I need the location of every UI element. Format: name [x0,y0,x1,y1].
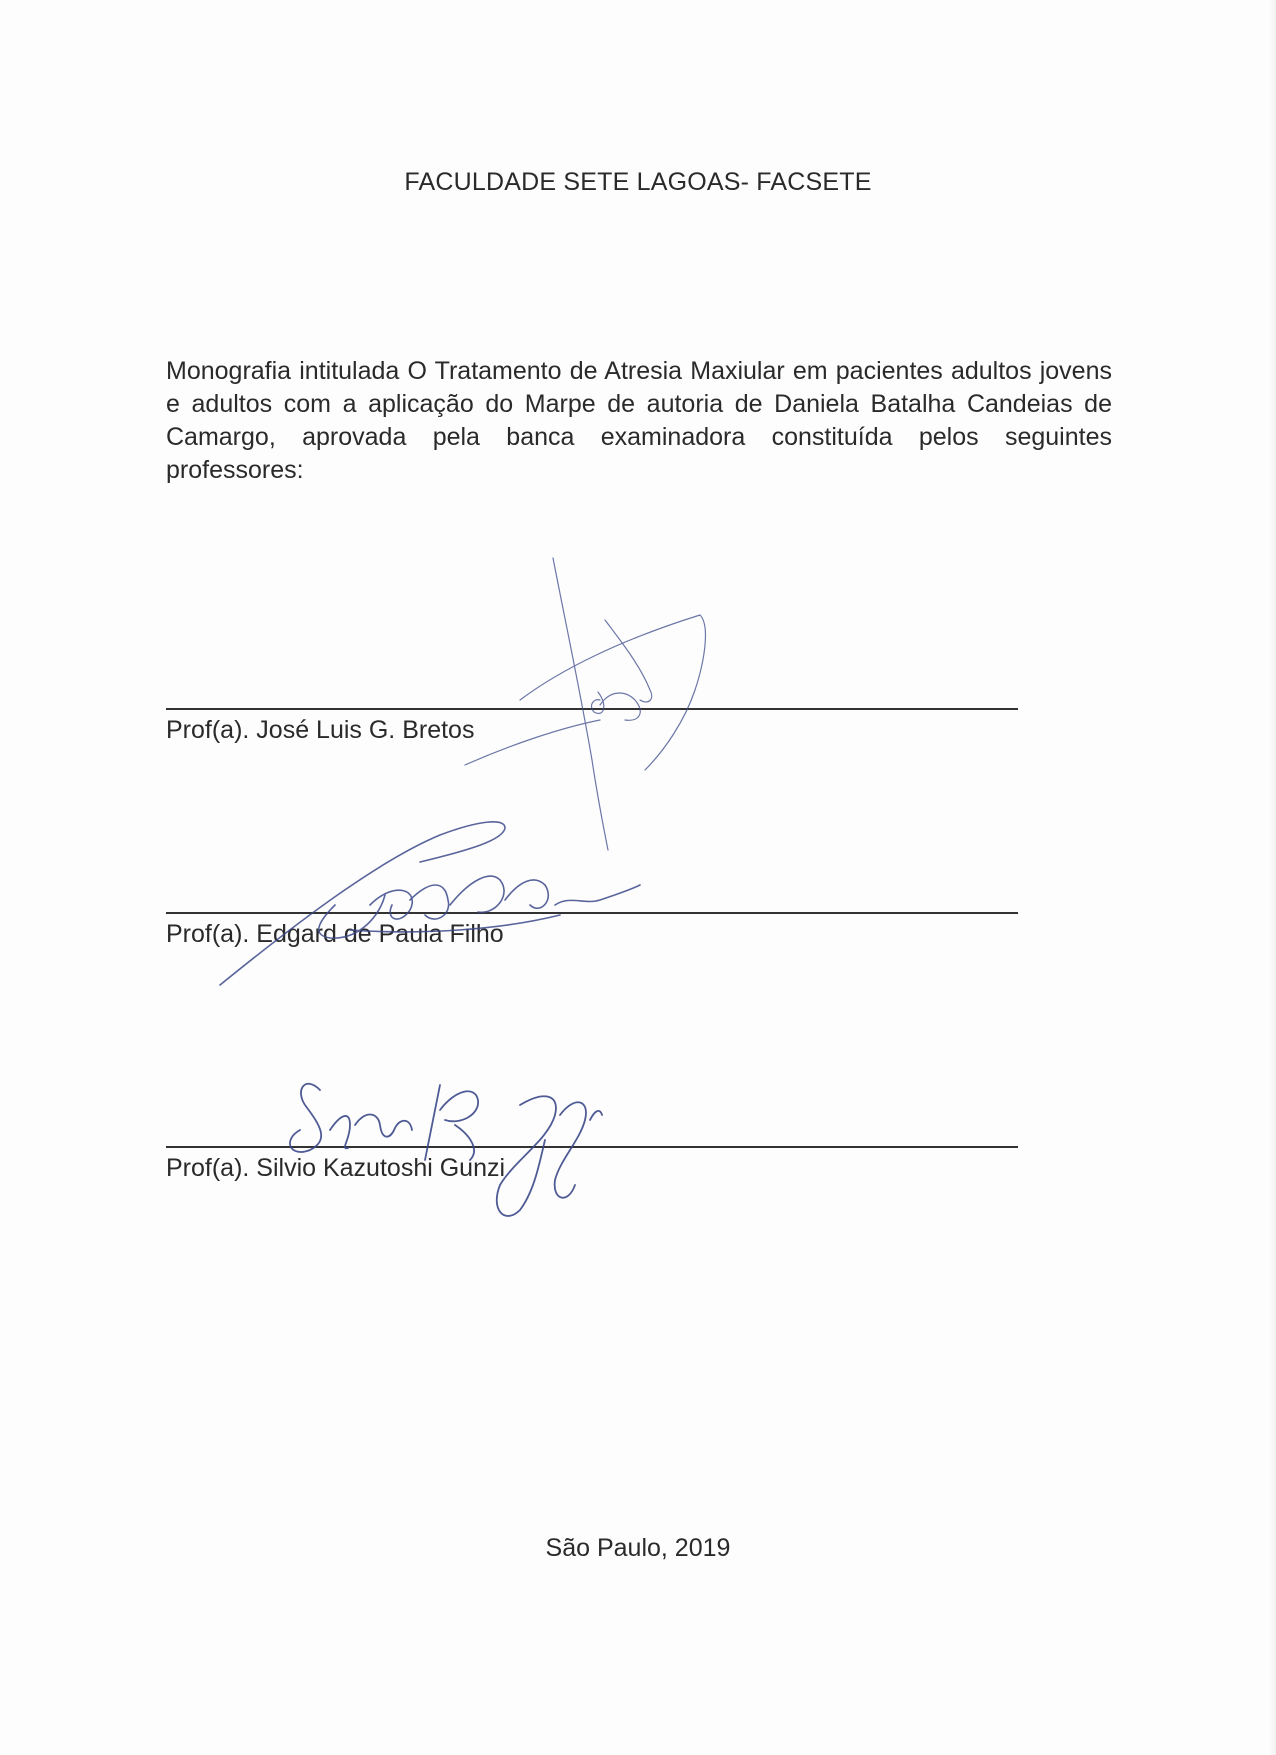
examiner-name-2: Prof(a). Edgard de Paula Filho [166,920,504,948]
signature-line [166,708,1018,710]
signature-block-1 [166,708,1018,745]
signature-line [166,912,1018,914]
place-date: São Paulo, 2019 [545,1534,731,1562]
signature-2 [220,822,640,985]
signature-line [166,1146,1018,1148]
approval-paragraph: Monografia intitulada O Tratamento de Atresia Maxiular em pacientes adultos jovens e adultos com a aplicação do Marpe de autoria de Daniela Batalha Candeias de Camargo, aprovada pela banca examinadora constituída pelos seguintes professores: [166,357,1112,484]
signature-1 [465,558,705,850]
signature-block-2 [166,912,1018,949]
examiner-name-1: Prof(a). José Luis G. Bretos [166,716,475,744]
institution-heading: FACULDADE SETE LAGOAS- FACSETE [404,168,872,196]
signature-block-3 [166,1146,1018,1183]
examiner-name-3: Prof(a). Silvio Kazutoshi Gunzi [166,1154,506,1182]
scan-edge [1268,0,1276,1755]
